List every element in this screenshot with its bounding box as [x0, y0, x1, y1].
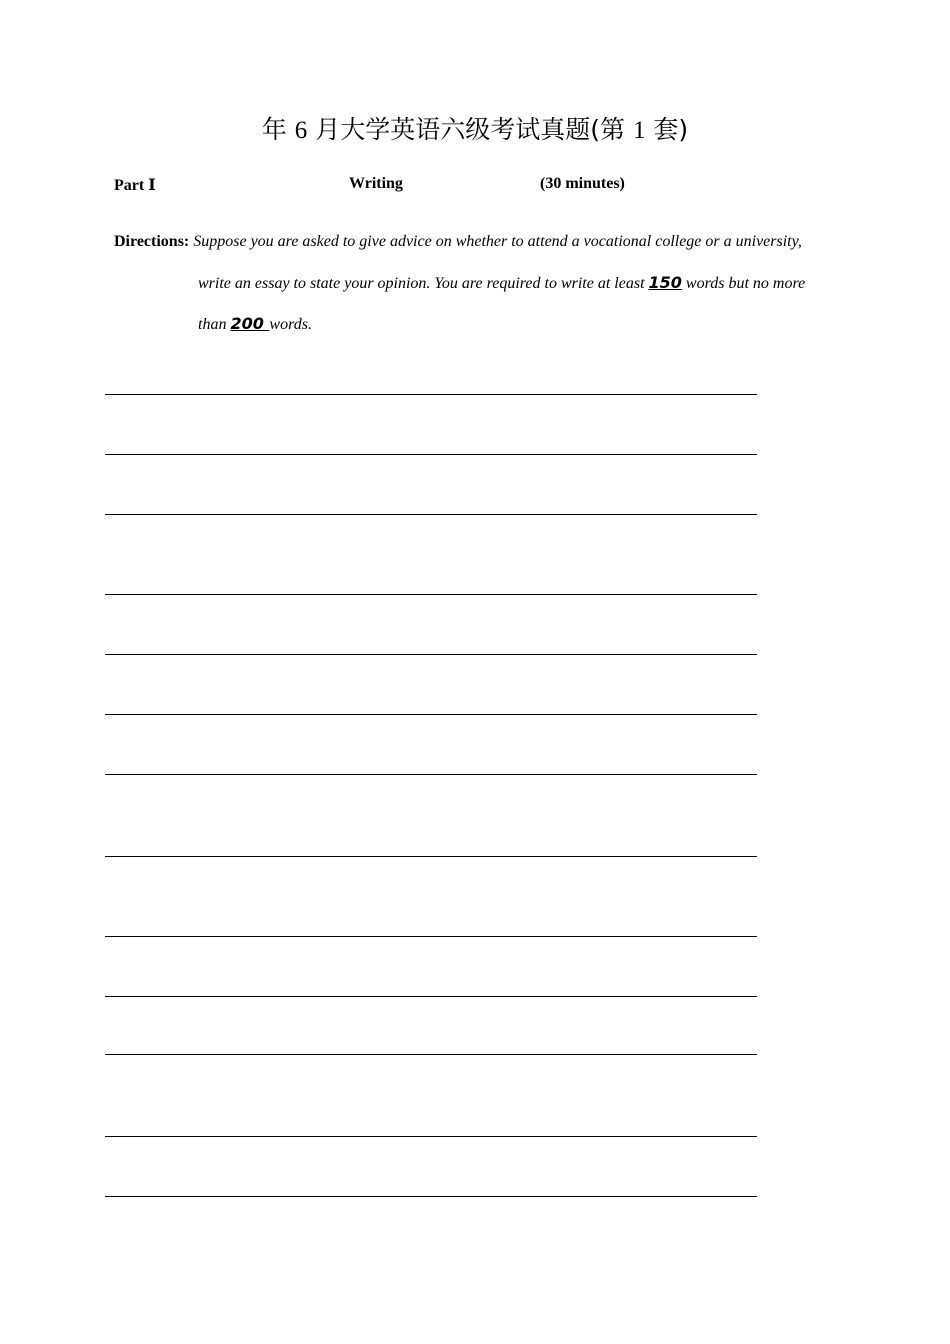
- answer-line: [105, 514, 757, 515]
- directions-line-1: [114, 233, 802, 251]
- directions-text-1: Suppose you are asked to give advice on whether to attend a vocational college or a university,: [193, 233, 802, 250]
- part-section: Writing: [349, 175, 403, 192]
- min-words: 150: [648, 273, 682, 292]
- answer-line: [105, 1196, 757, 1197]
- directions-text-2b: words but no more: [681, 275, 806, 292]
- title-prefix: 年: [261, 115, 295, 144]
- directions-line-2: [198, 273, 805, 293]
- answer-line: [105, 594, 757, 595]
- answer-line: [105, 654, 757, 655]
- directions-label: Directions:: [114, 233, 190, 250]
- title-suffix: 套): [645, 115, 689, 144]
- title-month: 6: [294, 117, 308, 144]
- answer-line: [105, 1136, 757, 1137]
- directions-text-3b: words.: [269, 316, 312, 333]
- part-header: [0, 175, 950, 197]
- answer-line: [105, 936, 757, 937]
- answer-line: [105, 394, 757, 395]
- title-set: 1: [632, 117, 646, 144]
- title-mid: 月大学英语六级考试真题(第: [307, 115, 633, 144]
- answer-line: [105, 774, 757, 775]
- part-label: Part Ⅰ: [114, 177, 156, 194]
- page-title: [0, 110, 950, 146]
- answer-line: [105, 996, 757, 997]
- directions-line-3: [198, 314, 312, 334]
- part-time: (30 minutes): [540, 175, 625, 192]
- answer-line: [105, 856, 757, 857]
- directions-text-3a: than: [198, 316, 231, 333]
- answer-line: [105, 714, 757, 715]
- answer-line: [105, 1054, 757, 1055]
- max-words: 200: [230, 314, 270, 333]
- answer-line: [105, 454, 757, 455]
- directions-text-2a: write an essay to state your opinion. You are required to write at least: [198, 275, 649, 292]
